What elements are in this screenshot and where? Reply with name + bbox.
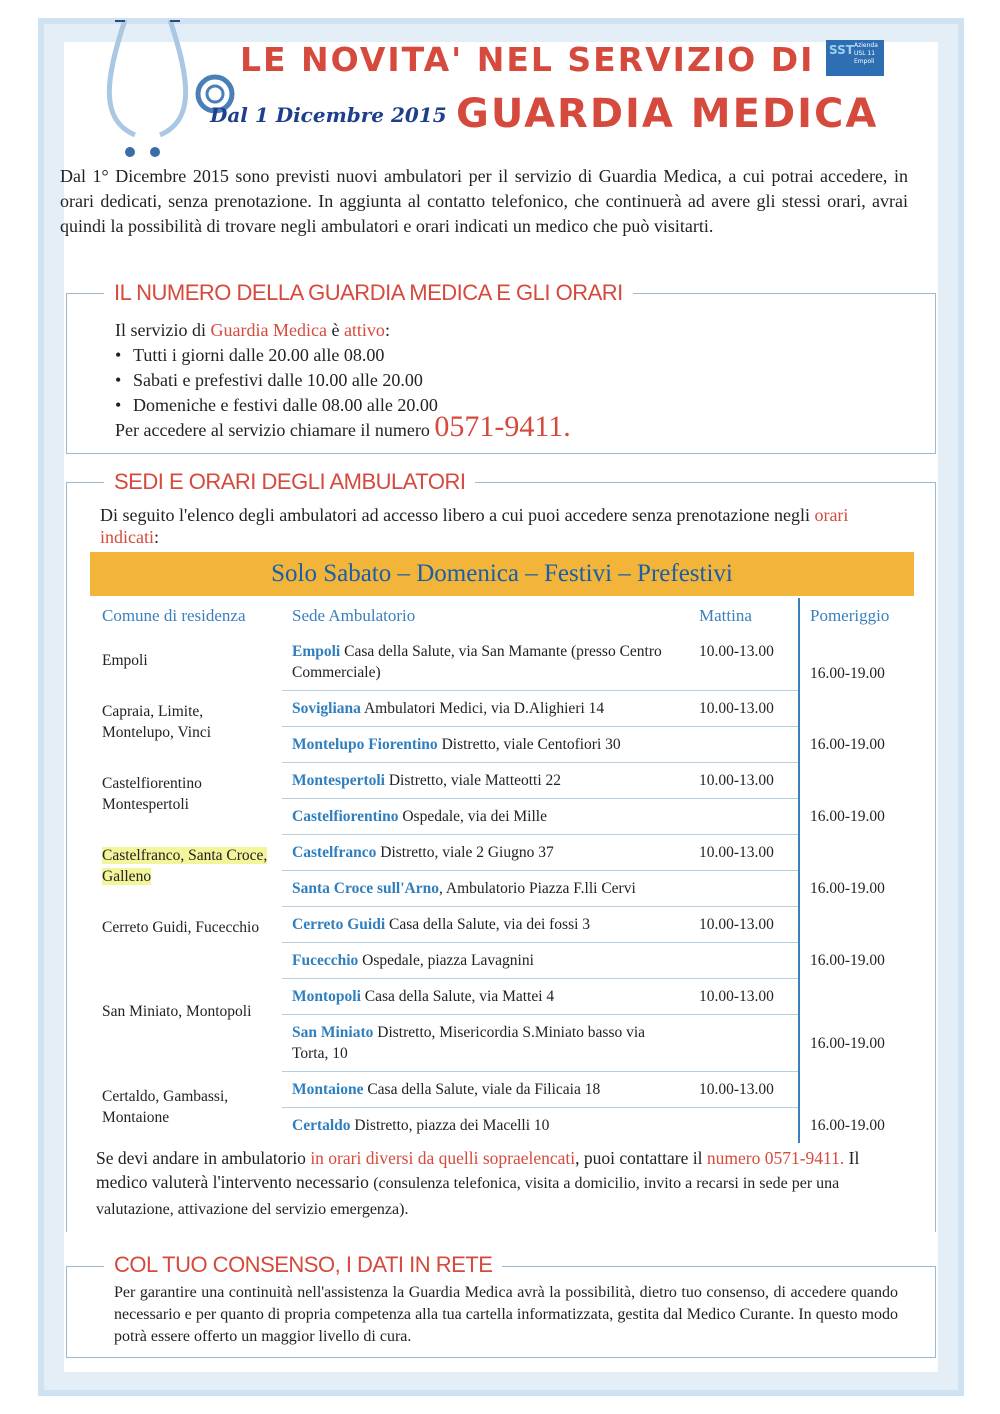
sede-text: Ospedale, via dei Mille [402, 808, 547, 825]
pomeriggio-cell: 16.00-19.00 [799, 943, 916, 979]
phone-number: 0571-9411 [434, 410, 564, 443]
pomeriggio-cell [799, 763, 916, 799]
town-name: Empoli [292, 643, 341, 660]
call-text: Per accedere al servizio chiamare il numero [115, 420, 430, 440]
pomeriggio-cell: 16.00-19.00 [799, 1015, 916, 1072]
text: è [331, 320, 340, 340]
pomeriggio-cell: 16.00-19.00 [799, 634, 916, 691]
title-line-1: LE NOVITA' NEL SERVIZIO DI [240, 40, 815, 79]
table-header [92, 598, 916, 634]
town-name: Castelfranco [292, 844, 377, 861]
pomeriggio-cell: 16.00-19.00 [799, 799, 916, 835]
sede-text: Distretto, viale Centofiori 30 [441, 736, 621, 753]
town-name: Montaione [292, 1081, 364, 1098]
comune-cell: Empoli [102, 652, 148, 669]
pomeriggio-cell: 16.00-19.00 [799, 871, 916, 907]
comune-cell: Capraia, Limite, Montelupo, Vinci [102, 702, 211, 741]
col-mattina: Mattina [699, 606, 752, 625]
list-item: • Sabati e prefestivi dalle 10.00 alle 20.00 [115, 368, 915, 393]
mattina-cell: 10.00-13.00 [689, 835, 799, 871]
sede-cell [282, 907, 689, 943]
text: Il servizio di [115, 320, 206, 340]
sede-cell [282, 634, 689, 691]
col-sede: Sede Ambulatorio [292, 606, 416, 625]
mattina-cell: 10.00-13.00 [689, 691, 799, 727]
mattina-cell: 10.00-13.00 [689, 907, 799, 943]
sede-cell [282, 871, 689, 907]
sede-text: Ambulatori Medici, via D.Alighieri 14 [363, 700, 605, 717]
sede-text: Ospedale, piazza Lavagnini [362, 952, 534, 969]
start-date: Dal 1 Dicembre 2015 [210, 103, 447, 127]
sede-cell [282, 691, 689, 727]
table-row [92, 763, 916, 799]
asl-logo [826, 40, 884, 84]
stethoscope-icon [95, 20, 245, 165]
alternative-note [96, 1146, 902, 1222]
sede-text: Casa della Salute, via Mattei 4 [364, 988, 555, 1005]
days-banner: Solo Sabato – Domenica – Festivi – Prefestivi [90, 552, 914, 596]
town-name: Montespertoli [292, 772, 385, 789]
text-red: numero 0571-9411. [706, 1148, 845, 1168]
text-red: orari indicati [100, 505, 849, 547]
sede-text: Casa della Salute, via dei fossi 3 [389, 916, 591, 933]
mattina-cell [689, 871, 799, 907]
mattina-cell: 10.00-13.00 [689, 1072, 799, 1108]
mattina-cell: 10.00-13.00 [689, 979, 799, 1015]
col-pomeriggio: Pomeriggio [799, 598, 916, 634]
text: . [563, 410, 571, 443]
mattina-cell [689, 727, 799, 763]
section-orari-title: IL NUMERO DELLA GUARDIA MEDICA E GLI ORARI [104, 280, 633, 306]
highlighted-text: Castelfranco, Santa Croce, Galleno [102, 846, 268, 885]
pomeriggio-cell [799, 979, 916, 1015]
call-line [115, 410, 915, 443]
text: : [384, 320, 390, 340]
town-name: Certaldo [292, 1117, 351, 1134]
text: Di seguito l'elenco degli ambulatori ad accesso libero a cui puoi accedere senza prenotazione negli [100, 505, 810, 525]
town-name: San Miniato [292, 1024, 374, 1041]
logo-abbr: SST [829, 43, 854, 57]
intro-paragraph: Dal 1° Dicembre 2015 sono previsti nuovi ambulatori per il servizio di Guardia Medica, a cui potrai accedere, in orari dedicati, senza prenotazione. In aggiunta al contatto telefonico, che continuerà ad avere gli stessi orari, avrai quindi la possibilità di trovare negli ambulatori e orari indicati un medico che può visitarti. [60, 166, 908, 236]
sede-cell [282, 727, 689, 763]
pomeriggio-cell: 16.00-19.00 [799, 1108, 916, 1144]
text: Se devi andare in ambulatorio [96, 1148, 306, 1168]
logo-line: USL 11 [854, 50, 876, 57]
orari-lead [115, 318, 915, 343]
town-name: Fucecchio [292, 952, 359, 969]
mattina-cell [689, 1108, 799, 1144]
mattina-cell [689, 943, 799, 979]
town-name: Montelupo Fiorentino [292, 736, 438, 753]
table-row [92, 907, 916, 943]
sede-cell [282, 1015, 689, 1072]
ambulatori-table [92, 598, 916, 1143]
mattina-cell: 10.00-13.00 [689, 763, 799, 799]
pomeriggio-cell: 16.00-19.00 [799, 727, 916, 763]
comune-cell [92, 835, 282, 907]
sede-text: Casa della Salute, viale da Filicaia 18 [367, 1081, 601, 1098]
mattina-cell [689, 799, 799, 835]
section-consenso-title: COL TUO CONSENSO, I DATI IN RETE [104, 1252, 502, 1278]
table-row [92, 979, 916, 1015]
text-red: Guardia Medica [210, 320, 327, 340]
sede-cell [282, 799, 689, 835]
sede-text: Distretto, viale 2 Giugno 37 [380, 844, 554, 861]
logo-line: Azienda [854, 42, 878, 49]
pomeriggio-cell [799, 1072, 916, 1108]
title-line-2: GUARDIA MEDICA [456, 91, 879, 137]
table-row [92, 634, 916, 691]
pomeriggio-cell [799, 691, 916, 727]
sede-cell [282, 979, 689, 1015]
logo-line: Empoli [854, 58, 875, 65]
mattina-cell [689, 1015, 799, 1072]
sede-text: Distretto, Misericordia S.Miniato basso via Torta, 10 [292, 1024, 646, 1062]
comune-cell: Cerreto Guidi, Fucecchio [102, 918, 260, 936]
section-orari-body [115, 318, 915, 443]
text: , puoi contattare il [575, 1148, 703, 1168]
sede-cell [282, 1108, 689, 1144]
text-small: (consulenza telefonica, visita a domicilio, invito a recarsi in sede per una valutazione, attivazione del servizio emergenza). [96, 1175, 840, 1218]
list-item: • Tutti i giorni dalle 20.00 alle 08.00 [115, 343, 915, 368]
section-sedi-title: SEDI E ORARI DEGLI AMBULATORI [104, 469, 475, 495]
town-name: Castelfiorentino [292, 808, 399, 825]
col-comune: Comune di residenza [102, 606, 246, 625]
section-sedi-lead [100, 504, 910, 548]
sede-cell [282, 835, 689, 871]
sede-text: Casa della Salute, via San Mamante (presso Centro Commerciale) [292, 643, 662, 681]
table-row [92, 1072, 916, 1108]
table-row [92, 835, 916, 871]
orari-list [115, 343, 915, 418]
sede-cell [282, 1072, 689, 1108]
sede-text: Distretto, piazza dei Macelli 10 [354, 1117, 550, 1134]
pomeriggio-cell [799, 907, 916, 943]
text-red: attivo [343, 320, 385, 340]
comune-cell: Castelfiorentino Montespertoli [102, 774, 202, 813]
sede-text: Distretto, viale Matteotti 22 [388, 772, 562, 789]
town-name: Montopoli [292, 988, 361, 1005]
list-item: • Domeniche e festivi dalle 08.00 alle 20.00 [115, 393, 915, 418]
table-row [92, 691, 916, 727]
town-name: Santa Croce sull'Arno [292, 880, 439, 897]
text: Il medico valuterà l'intervento necessario [96, 1148, 860, 1192]
mattina-cell: 10.00-13.00 [689, 634, 799, 691]
sede-cell [282, 763, 689, 799]
town-name: Cerreto Guidi [292, 916, 386, 933]
sede-text: , Ambulatorio Piazza F.lli Cervi [438, 880, 636, 897]
sede-cell [282, 943, 689, 979]
comune-cell: Certaldo, Gambassi, Montaione [102, 1087, 229, 1126]
consenso-text: Per garantire una continuità nell'assistenza la Guardia Medica avrà la possibilità, dietro tuo consenso, di accedere quando necessario e per quanto di propria competenza alla tua cartella informatizzata, gestita dal Medico Curante. In questo modo potrà essere offerto un maggior livello di cura. [114, 1284, 898, 1345]
text: : [153, 527, 159, 547]
town-name: Sovigliana [292, 700, 361, 717]
comune-cell: San Miniato, Montopoli [102, 1002, 252, 1020]
text-red: in orari diversi da quelli sopraelencati [310, 1148, 576, 1168]
pomeriggio-cell [799, 835, 916, 871]
